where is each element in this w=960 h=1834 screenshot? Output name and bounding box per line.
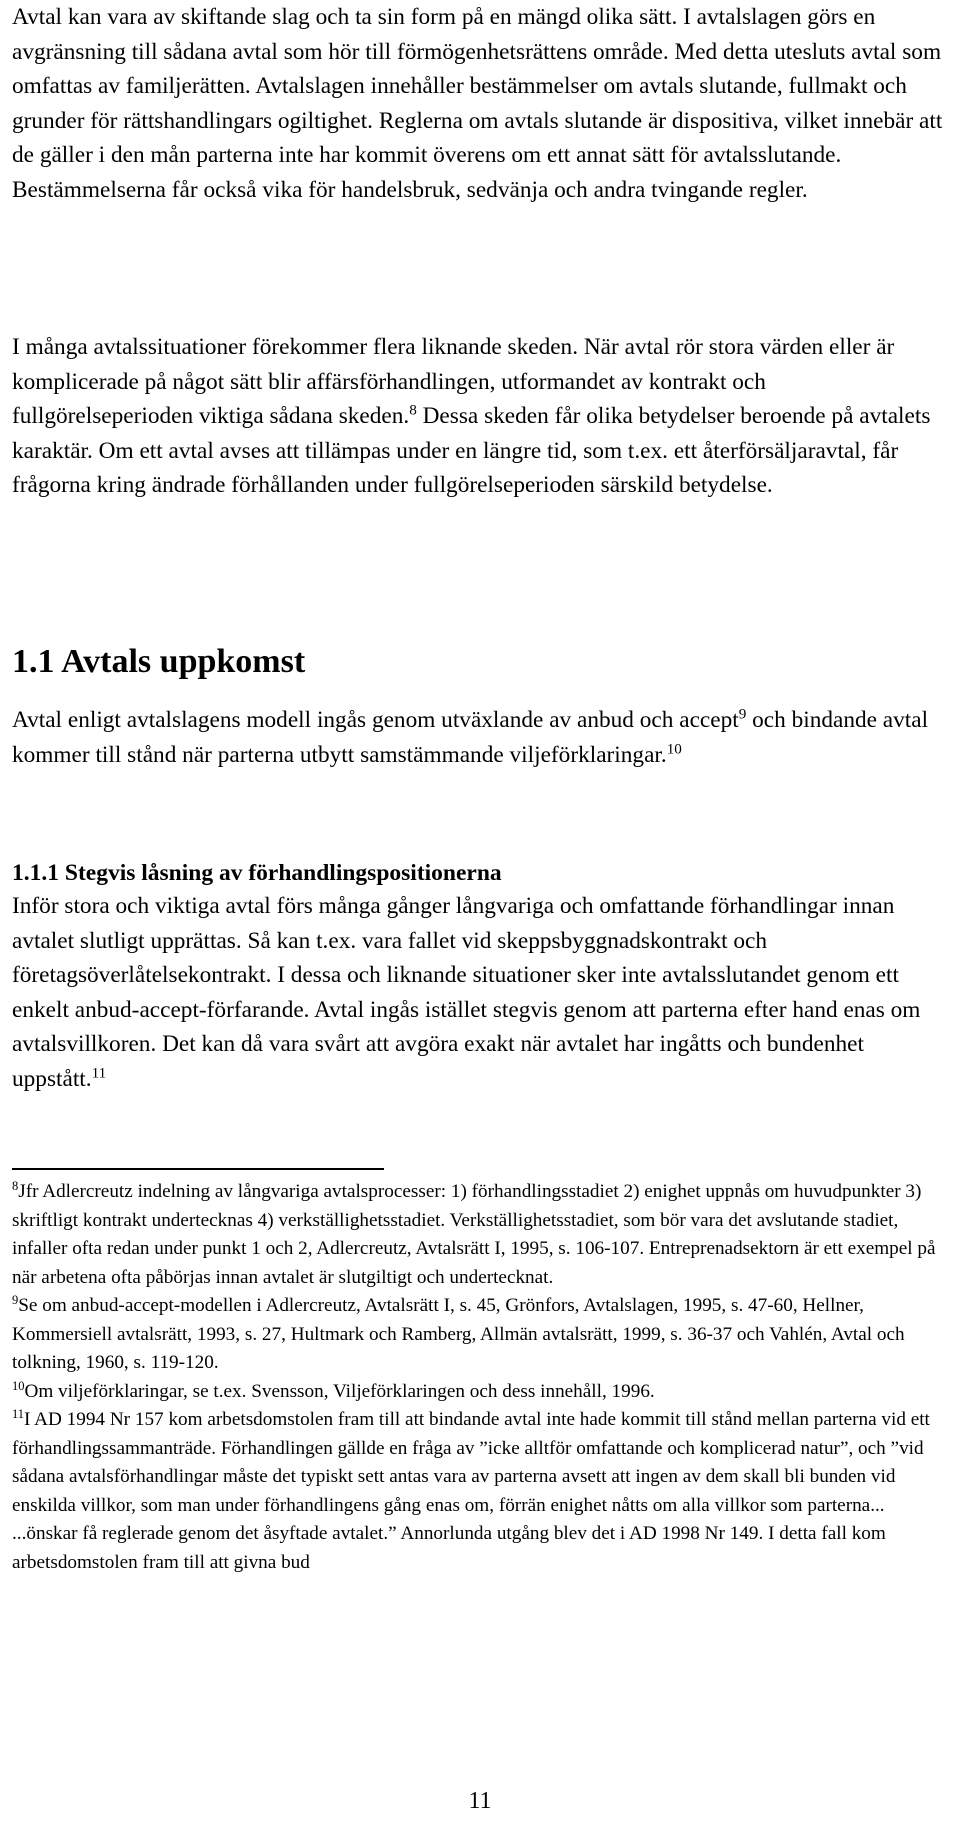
page-number: 11	[468, 1788, 492, 1814]
paragraph-stepwise-locking	[12, 889, 952, 1096]
footnote-number: 9	[12, 1293, 19, 1308]
footnote-text: Se om anbud-accept-modellen i Adlercreutz, Avtalsrätt I, s. 45, Grönfors, Avtalslagen, 1995, s. 47-60, Hellner, Kommersiell avtalsrätt, 1993, s. 27, Hultmark och Ramberg, Allmän avtalsrätt, 1999, s. 36-37 och Vahlén, Avtal och tolkning, 1960, s. 119-120.	[12, 1295, 905, 1373]
footnote-text: I AD 1994 Nr 157 kom arbetsdomstolen fram till att bindande avtal inte hade kommit till stånd mellan parterna vid ett förhandlingssammanträde. Förhandlingen gällde en fråga av ”icke alltför omfattande och komplicerad natur”, och ”vid sådana avtalsförhandlingar måste det typiskt sett antas vara av parterna avsett att ingen av dem skall bli bunden vid enskilda villkor, som man under förhandlingens gång enas om, förrän enighet nåtts om alla villkor som parterna... ...önskar få reglerade genom det åsyftade avtalet.” Annorlunda utgång blev det i AD 1998 Nr 149. I detta fall kom arbetsdomstolen fram till att givna bud	[12, 1409, 930, 1573]
footnote-ref-11: 11	[91, 1065, 107, 1082]
footnote-text: Om viljeförklaringar, se t.ex. Svensson, Viljeförklaringen och dess innehåll, 1996.	[24, 1380, 655, 1402]
footnote-number: 8	[12, 1179, 19, 1194]
footnote-text: Jfr Adlercreutz indelning av långvariga avtalsprocesser: 1) förhandlingsstadiet 2) enighet uppnås om huvudpunkter 3) skriftligt kontrakt undertecknas 4) verkställighetsstadiet. Verkställighetsstadiet, som bör vara det avslutande stadiet, infaller ofta redan under punkt 1 och 2, Adlercreutz, Avtalsrätt I, 1995, s. 106-107. Entreprenadsektorn är ett exempel på när arbetena ofta påbörjas innan avtalet är slutgiltigt och undertecknat.	[12, 1181, 936, 1288]
paragraph-contract-stages	[12, 330, 952, 503]
footnote-ref-10: 10	[666, 741, 682, 758]
paragraph-text: I många avtalssituationer förekommer flera liknande skeden. När avtal rör stora värden eller är komplicerade på något sätt blir affärsförhandlingen, utformandet av kontrakt och fullgörelseperioden viktiga sådana skeden.	[12, 334, 895, 429]
footnotes	[12, 1178, 952, 1577]
paragraph-text: och bindande avtal kommer till stånd när parterna utbytt samstämmande viljeförklaringar.	[12, 707, 929, 768]
footnote-ref-8: 8	[409, 402, 417, 419]
footnote-8	[12, 1178, 952, 1292]
footnote-10	[12, 1378, 952, 1407]
footnote-number: 11	[12, 1407, 25, 1422]
paragraph-text: Inför stora och viktiga avtal förs många gånger långvariga och omfattande förhandlingar innan avtalet slutligt upprättas. Så kan t.ex. vara fallet vid skeppsbyggnadskontrakt och företagsöverlåtelsekontrakt. I dessa och liknande situationer sker inte avtalsslutandet genom ett enkelt anbud-accept-förfarande. Avtal ingås istället stegvis genom att parterna efter hand enas om avtalsvillkoren. Det kan då vara svårt att avgöra exakt när avtalet har ingåtts och bundenhet uppstått.	[12, 893, 921, 1092]
subsection-heading: 1.1.1 Stegvis låsning av förhandlingspositionerna	[12, 860, 502, 886]
footnote-11	[12, 1406, 952, 1577]
footnote-ref-9: 9	[738, 706, 747, 723]
footnote-9	[12, 1292, 952, 1378]
paragraph-offer-acceptance	[12, 703, 952, 772]
footnote-number: 10	[12, 1378, 25, 1393]
footnote-separator	[12, 1168, 384, 1170]
paragraph-contract-types: Avtal kan vara av skiftande slag och ta sin form på en mängd olika sätt. I avtalslagen görs en avgränsning till sådana avtal som hör till förmögenhetsrättens område. Med detta utesluts avtal som omfattas av familjerätten. Avtalslagen innehåller bestämmelser om avtals slutande, fullmakt och grunder för rättshandlingars ogiltighet. Reglerna om avtals slutande är dispositiva, vilket innebär att de gäller i den mån parterna inte har kommit överens om ett annat sätt för avtalsslutande. Bestämmelserna får också vika för handelsbruk, sedvänja och andra tvingande regler.	[12, 4, 943, 203]
section-heading: 1.1 Avtals uppkomst	[12, 643, 306, 680]
paragraph-text: Avtal enligt avtalslagens modell ingås genom utväxlande av anbud och accept	[12, 707, 739, 733]
paragraph-text: Dessa skeden får olika betydelser beroende på avtalets karaktär. Om ett avtal avses att tillämpas under en längre tid, som t.ex. ett återförsäljaravtal, får frågorna kring ändrade förhållanden under fullgörelseperioden särskild betydelse.	[12, 403, 931, 498]
